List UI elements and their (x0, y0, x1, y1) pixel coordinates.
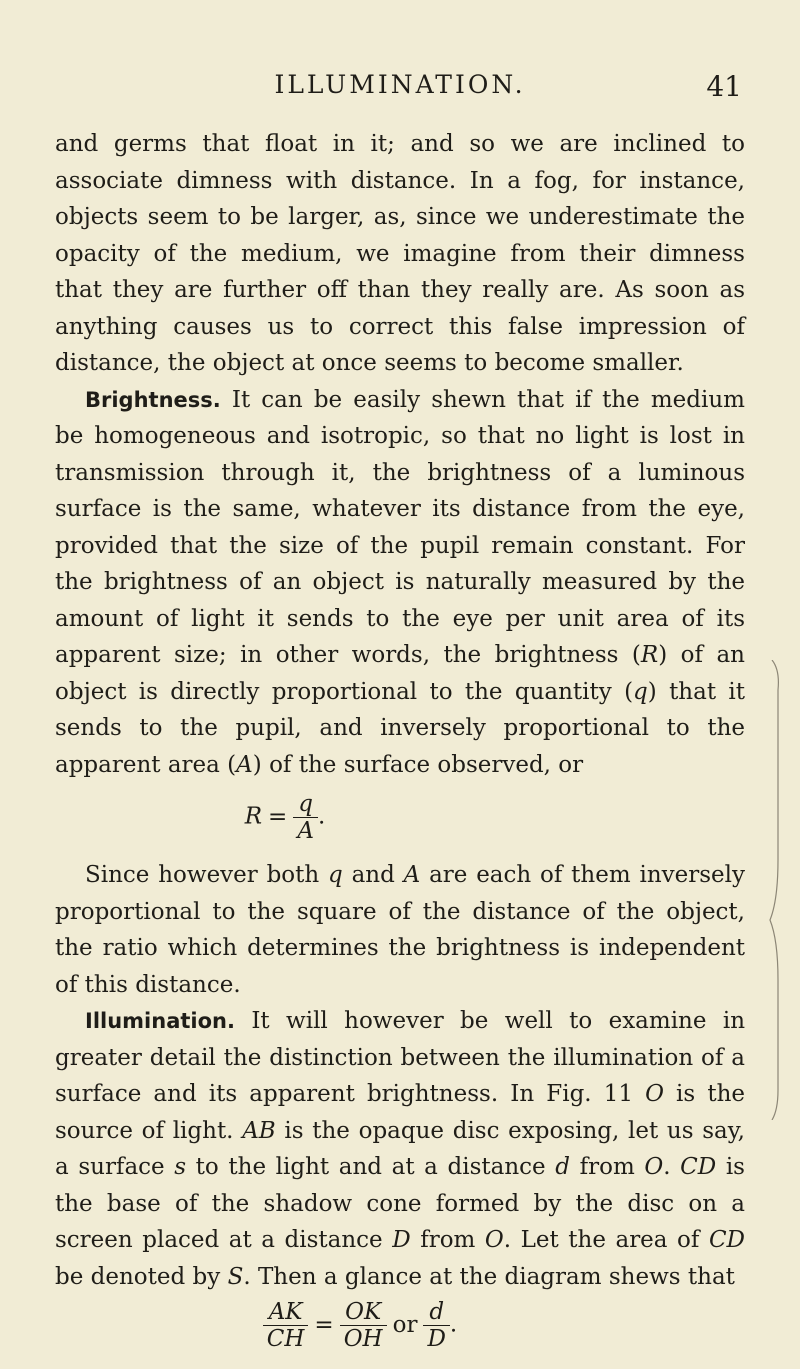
symbol-R: R (640, 642, 659, 668)
text-span: ) that it sends to the pupil, and inversely proportional to the apparent area ( (55, 678, 745, 778)
text-span: . (663, 1154, 681, 1180)
symbol-A: A (403, 862, 421, 888)
fraction-numerator: d (423, 1299, 449, 1326)
equals-sign: = (314, 1312, 334, 1339)
text-span: . Let the area of (503, 1227, 709, 1253)
or-word: or (392, 1312, 418, 1339)
text-span: It can be easily shewn that if the medium be homogeneous and isotropic, so that no light is lost in transmission through it, the brightness of a luminous surface is the same, whatever its distance from the eye, provided that the size of the pupil remain constant. For the brightness of an object is naturally measured by the amount of light it sends to the eye per unit area of its apparent size; in other words, the brightness ( (55, 386, 745, 668)
symbol-O: O (484, 1227, 504, 1253)
running-head: ILLUMINATION. (274, 70, 526, 99)
symbol-A: A (236, 751, 253, 778)
text-span: ) of the surface observed, or (252, 751, 584, 778)
equals-sign: = (268, 804, 288, 831)
fraction-ak-over-ch (263, 1299, 309, 1352)
equation-ak-ch-ratio (0, 1295, 745, 1352)
paragraph-fog: and germs that float in it; and so we are inclined to associate dimness with distance. In a fog, for instance, objects seem to be larger, as, since we underestimate the opacity of the medium, we imagine from their dimness that they are further off than they really are. As soon as anything causes us to correct this false impression of distance, the object at once seems to become smaller. (55, 131, 745, 376)
fraction-denominator: D (427, 1326, 446, 1352)
fraction-denominator: OH (343, 1326, 383, 1352)
symbol-CD: CD (680, 1154, 717, 1180)
formula-brightness (55, 783, 745, 857)
text-span: is the base of the shadow cone formed by the disc on a screen placed at a distance (55, 1154, 745, 1253)
section-heading-illumination: Illumination. (85, 1009, 235, 1033)
symbol-D: D (392, 1227, 411, 1253)
fraction-d-over-D (423, 1299, 449, 1352)
symbol-CD: CD (708, 1227, 745, 1253)
fraction-q-over-a (293, 791, 318, 844)
text-span: is the source of light. (55, 1081, 745, 1144)
symbol-d: d (555, 1154, 570, 1180)
body-text (55, 126, 745, 1369)
symbol-AB: AB (242, 1117, 276, 1144)
symbol-q: q (633, 678, 648, 705)
text-span: from (410, 1227, 485, 1253)
symbol-O: O (644, 1154, 664, 1180)
section-heading-brightness: Brightness. (85, 387, 221, 412)
paragraph-since-however (55, 857, 745, 1003)
fraction-ok-over-oh (340, 1299, 387, 1352)
symbol-S: S (227, 1263, 244, 1290)
symbol-s: s (174, 1154, 187, 1180)
formula-ratio (55, 1295, 745, 1369)
text-span: to the light and at a distance (186, 1154, 556, 1180)
text-span: are each of them inversely proportional to the square of the distance of the object, the ratio which determines the brightness is independent of this distance. (55, 862, 746, 998)
paragraph-brightness (55, 382, 745, 784)
text-span: from (570, 1154, 645, 1180)
equation-r-equals-q-over-a (0, 783, 745, 844)
formula-period: . (317, 803, 326, 830)
fraction-numerator: OK (340, 1299, 387, 1326)
text-span: and (342, 862, 404, 888)
text-span: is the opaque disc exposing, let us say, a surface (55, 1117, 745, 1180)
margin-bracket-mark (768, 660, 798, 1120)
fraction-numerator: q (293, 791, 318, 818)
formula-period: . (449, 1311, 458, 1338)
text-span: . Then a glance at the diagram shews that (243, 1263, 735, 1290)
text-span: Since however both (85, 862, 329, 888)
fraction-denominator: A (297, 818, 314, 844)
page-header (0, 70, 800, 110)
fraction-denominator: CH (266, 1326, 305, 1352)
fraction-numerator: AK (263, 1299, 309, 1326)
text-span: ) of an object is directly proportional to the quantity ( (55, 642, 745, 705)
paragraph-illumination (55, 1003, 745, 1295)
text-span: be denoted by (55, 1263, 228, 1290)
formula-lhs: R (244, 803, 263, 830)
symbol-O: O (645, 1081, 664, 1107)
text-span: It will however be well to examine in greater detail the distinction between the illumination of a surface and its apparent brightness. In Fig. 11 (55, 1008, 746, 1107)
symbol-q: q (328, 862, 343, 888)
page-number: 41 (706, 70, 742, 103)
